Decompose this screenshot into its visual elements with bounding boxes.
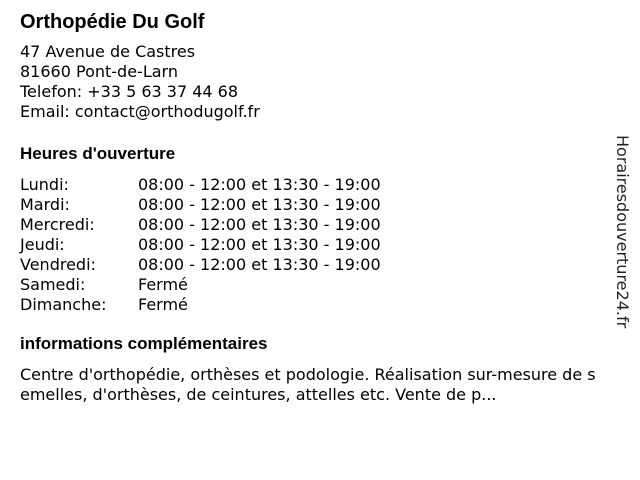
hours-row xyxy=(20,175,381,195)
phone-number: Telefon: +33 5 63 37 44 68 xyxy=(20,82,239,101)
email-address: Email: contact@orthodugolf.fr xyxy=(20,102,260,121)
day-hours: 08:00 - 12:00 et 13:30 - 19:00 xyxy=(138,215,381,234)
day-label: Mardi: xyxy=(20,195,70,214)
hours-row xyxy=(20,235,381,255)
day-hours: 08:00 - 12:00 et 13:30 - 19:00 xyxy=(138,255,381,274)
hours-row xyxy=(20,215,381,235)
day-label: Dimanche: xyxy=(20,295,107,314)
day-hours: 08:00 - 12:00 et 13:30 - 19:00 xyxy=(138,195,381,214)
info-description: Centre d'orthopédie, orthèses et podologie. Réalisation sur-mesure de semelles, d'orthèses, de ceintures, attelles etc. Vente de p... xyxy=(20,365,596,404)
hours-row xyxy=(20,295,381,315)
day-hours: Fermé xyxy=(138,275,188,294)
hours-row xyxy=(20,255,381,275)
day-label: Lundi: xyxy=(20,175,69,194)
hours-row xyxy=(20,275,381,295)
day-hours: 08:00 - 12:00 et 13:30 - 19:00 xyxy=(138,175,381,194)
day-hours: 08:00 - 12:00 et 13:30 - 19:00 xyxy=(138,235,381,254)
address-city: 81660 Pont-de-Larn xyxy=(20,62,178,81)
day-label: Jeudi: xyxy=(20,235,65,254)
hours-table xyxy=(20,175,381,315)
address-street: 47 Avenue de Castres xyxy=(20,42,196,61)
site-watermark: Horairesdouverture24.fr xyxy=(613,135,632,329)
business-name: Orthopédie Du Golf xyxy=(20,11,205,33)
day-hours: Fermé xyxy=(138,295,188,314)
day-label: Mercredi: xyxy=(20,215,95,234)
info-heading: informations complémentaires xyxy=(20,334,268,353)
hours-row xyxy=(20,195,381,215)
hours-heading: Heures d'ouverture xyxy=(20,144,176,163)
business-card xyxy=(20,10,600,404)
day-label: Vendredi: xyxy=(20,255,96,274)
day-label: Samedi: xyxy=(20,275,86,294)
